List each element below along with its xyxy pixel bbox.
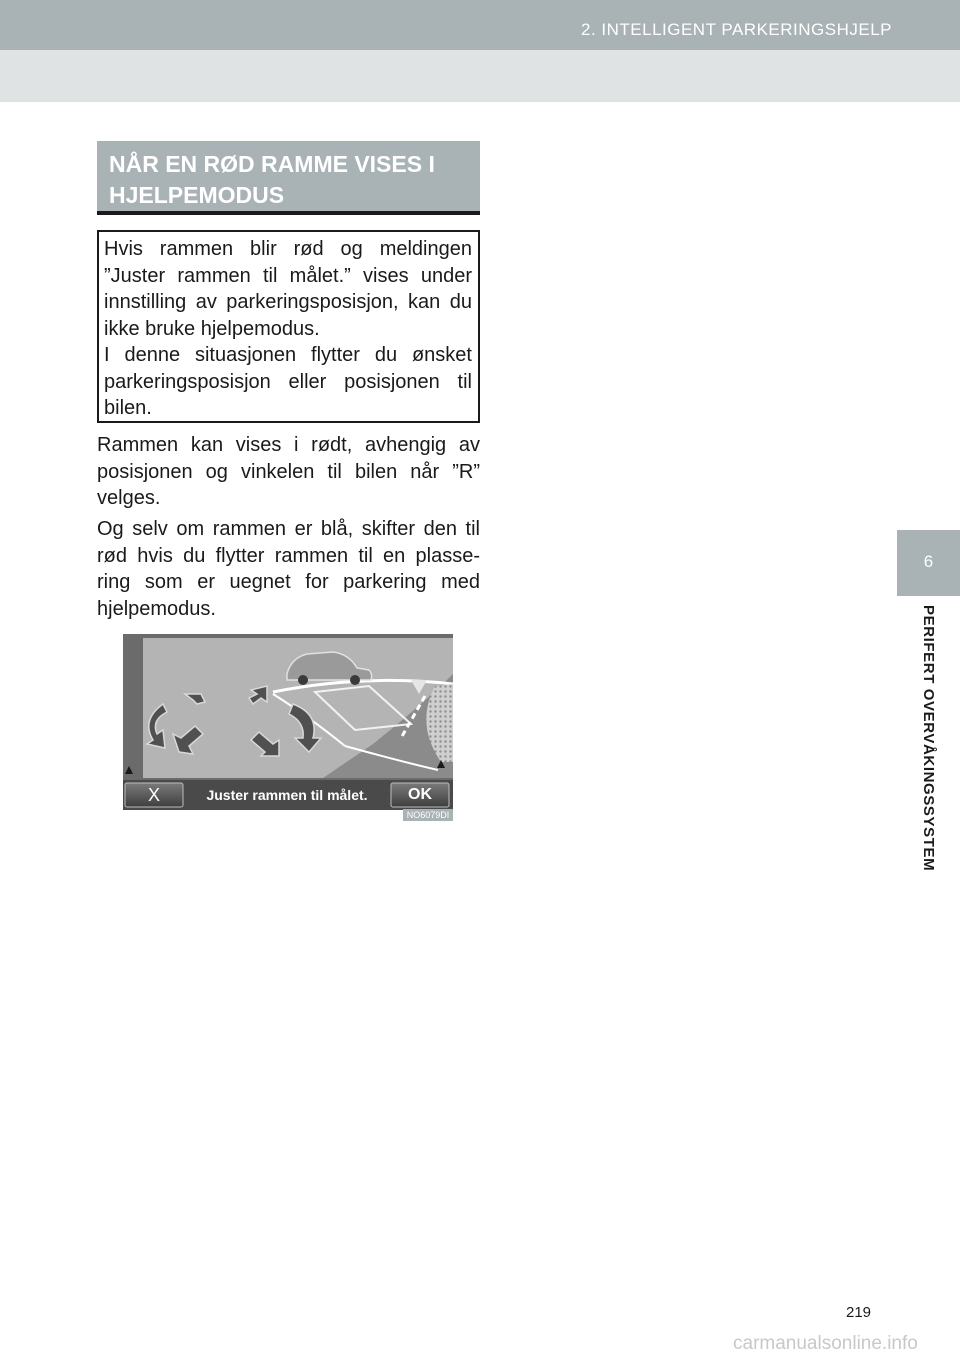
note-paragraph: Hvis rammen blir rød og meldingen ”Juster rammen til målet.” vises under innstilling av parkeringsposisjon, kan du ikke bruke hjelpemodus.: [104, 238, 472, 340]
page-number: 219: [846, 1304, 872, 1321]
chapter-number: 6: [923, 552, 934, 571]
ok-button[interactable]: OK: [408, 786, 432, 803]
note-paragraph: I denne situasjonen flytter du ønsket parkeringsposisjon eller posisjonen til bilen.: [104, 344, 472, 419]
header-subband: [0, 50, 960, 102]
note-box: [97, 230, 480, 423]
watermark: carmanualsonline.info: [733, 1333, 918, 1354]
figure-code: NO6079DI: [403, 809, 453, 821]
section-heading: [97, 141, 480, 215]
section-title: NÅR EN RØD RAMME VISES I HJELPEMODUS: [109, 151, 435, 208]
body-paragraph: Og selv om rammen er blå, skifter den til rød hvis du flytter rammen til en plasse-ring som er uegnet for parkering med hjelpemodus.: [97, 518, 480, 620]
body-paragraph: Rammen kan vises i rødt, avhengig av posisjonen og vinkelen til bilen når ”R” velges.: [97, 434, 480, 509]
screen-illustration: [123, 634, 453, 810]
cancel-button[interactable]: X: [147, 785, 160, 805]
running-header: 2. INTELLIGENT PARKERINGSHJELP: [580, 20, 892, 39]
adjust-frame-message: Juster rammen til målet.: [206, 787, 368, 803]
chapter-tab: [897, 530, 960, 596]
chapter-label: PERIFERT OVERVÅKINGSSYSTEM: [920, 605, 937, 872]
